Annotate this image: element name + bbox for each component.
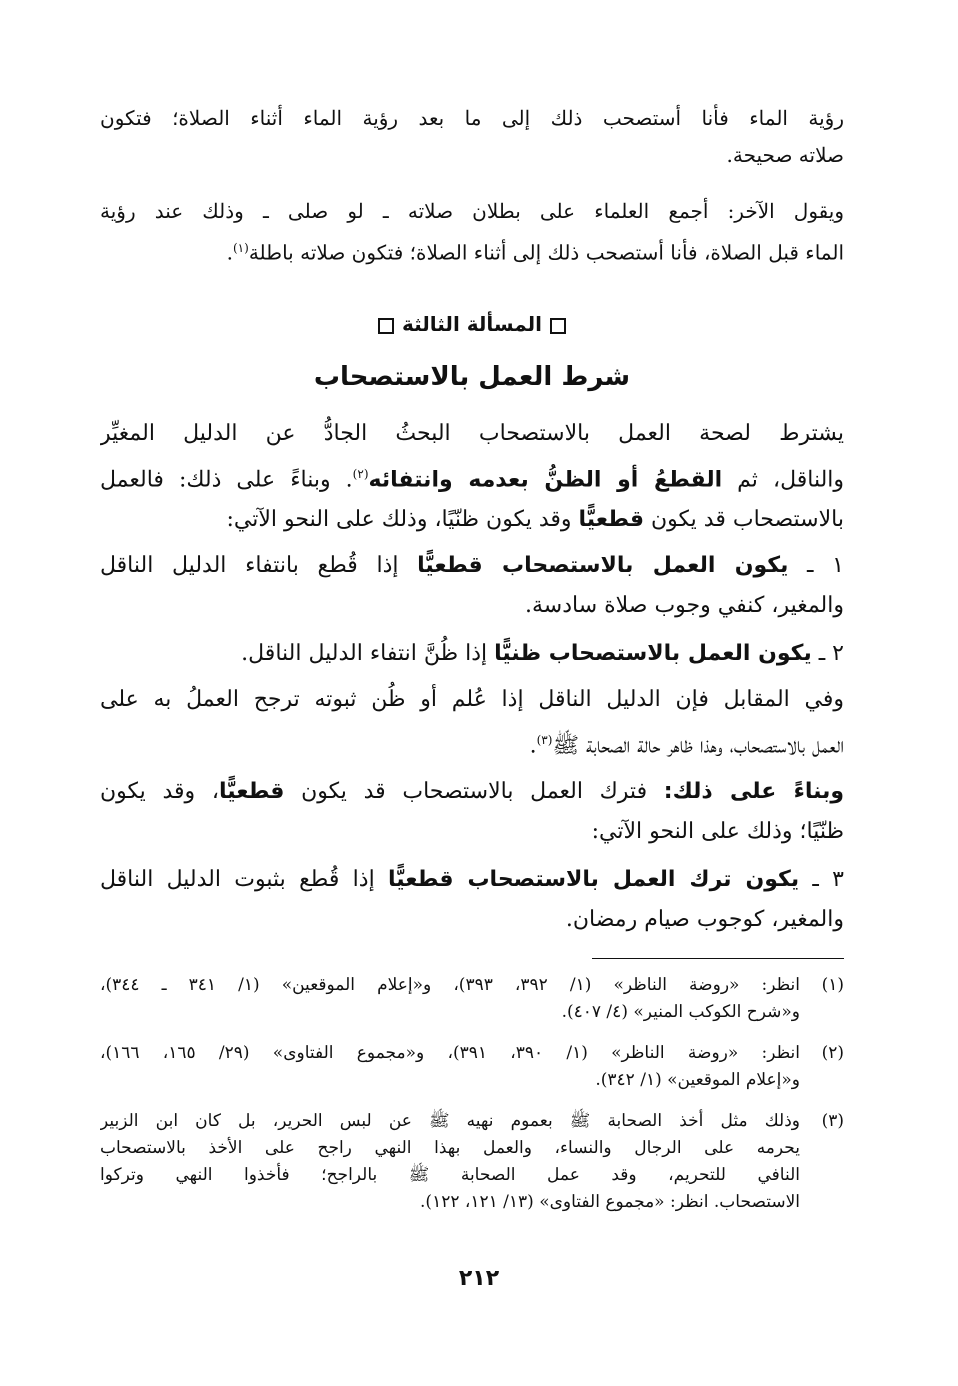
paragraph-line: والمغير، كوجوب صيام رمضان. xyxy=(565,907,844,932)
footnote-line: و«إعلام الموقعين» (١/ ٣٤٢). xyxy=(595,1070,800,1090)
list-item-2 xyxy=(100,634,844,674)
bold-phrase: يكون العمل بالاستصحاب ظنيًّا xyxy=(494,641,812,666)
paragraph-line xyxy=(100,546,844,586)
text-segment: فترك العمل بالاستصحاب قد يكون xyxy=(284,779,664,804)
paragraph-line: صلاته صحيحة. xyxy=(726,143,844,167)
paragraph-1 xyxy=(100,100,844,174)
text-segment: وقد يكون ظنّيًا، وذلك على النحو الآتي: xyxy=(226,507,579,533)
bold-phrase: وبناءً على ذلك: xyxy=(663,779,844,804)
text-segment: الماء قبل الصلاة، فأنا أستصحب ذلك إلى أثناء الصلاة؛ فتكون صلاته باطلة xyxy=(248,240,844,265)
footnote-line: النافي للتحريم، وقد عمل الصحابة ﷺ بالراجح؛ فأخذوا النهي وتركوا xyxy=(100,1165,800,1185)
list-item-3 xyxy=(100,860,844,940)
section-heading xyxy=(100,312,844,336)
bold-phrase: يكون العمل بالاستصحاب قطعيًّا xyxy=(417,553,789,578)
item-number: ١ ـ xyxy=(788,553,844,578)
text-segment: ، وقد يكون xyxy=(100,779,219,804)
section-heading-text: المسألة الثالثة xyxy=(401,312,543,336)
text-segment: بالاستصحاب قد يكون xyxy=(644,507,844,533)
item-number: ٣ ـ xyxy=(799,867,844,892)
footnote-2 xyxy=(100,1040,844,1094)
text-segment: والناقل، ثم xyxy=(722,467,844,493)
paragraph-line: ظنّيًا؛ وذلك على النحو الآتي: xyxy=(591,819,844,844)
text-segment: العمل بالاستصحاب، وهذا ظاهر حالة الصحابة ﷺ xyxy=(552,733,844,759)
footnote-1 xyxy=(100,972,844,1026)
footnote-line: انظر: «روضة الناظر» (١/ ٣٩٢، ٣٩٣)، و«إعلام الموقعين» (١/ ٣٤١ ـ ٣٤٤)، xyxy=(100,975,800,995)
paragraph-3 xyxy=(100,414,844,540)
paragraph-4 xyxy=(100,680,844,766)
bold-phrase: قطعيًّا xyxy=(578,507,645,533)
paragraph-line: والمغير، كنفي وجوب صلاة سادسة. xyxy=(525,593,844,618)
bold-phrase: قطعيًّا xyxy=(218,779,285,804)
footnote-number: (٣) xyxy=(821,1111,844,1131)
paragraph-line xyxy=(100,500,844,540)
paragraph-line xyxy=(100,230,844,272)
paragraph-line: ويقول الآخر: أجمع العلماء على بطلان صلاته ـ لو صلى ـ وذلك عند رؤية xyxy=(100,199,844,223)
footnote-line: الاستصحاب. انظر: «مجموع الفتاوى» (١٣/ ١٢١، ١٢٢). xyxy=(420,1192,800,1212)
paragraph-line xyxy=(100,634,844,674)
text-segment: إذا قُطع بانتفاء الدليل الناقل xyxy=(100,553,418,578)
text-segment: . xyxy=(226,240,233,265)
list-item-1 xyxy=(100,546,844,626)
footnote-ref: (٣) xyxy=(536,733,553,747)
paragraph-line: رؤية الماء فأنا أستصحب ذلك إلى ما بعد رؤية الماء أثناء الصلاة؛ فتكون xyxy=(100,106,844,130)
section-title: شرط العمل بالاستصحاب xyxy=(313,362,631,392)
paragraph-2 xyxy=(100,193,844,272)
text-segment: إذا قُطع بثبوت الدليل الناقل xyxy=(100,867,388,892)
footnote-line: وذلك مثل أخذ الصحابة ﷺ بعموم نهيه ﷺ عن لبس الحرير، بل كان ابن الزبير xyxy=(100,1111,800,1131)
footnote-ref: (٢) xyxy=(352,467,369,481)
footnote-ref: (١) xyxy=(232,241,249,255)
text-segment: . xyxy=(529,733,537,759)
footnote-number: (١) xyxy=(821,975,844,995)
item-number: ٢ ـ xyxy=(811,641,844,666)
paragraph-line xyxy=(100,860,844,900)
footnote-3 xyxy=(100,1108,844,1216)
footnote-line: انظر: «روضة الناظر» (١/ ٣٩٠، ٣٩١)، و«مجموع الفتاوى» (٢٩/ ١٦٥، ١٦٦)، xyxy=(100,1043,800,1063)
square-ornament-icon xyxy=(550,318,566,334)
footnote-line: و«شرح الكوكب المنير» (٤/ ٤٠٧). xyxy=(561,1002,800,1022)
footnote-separator xyxy=(592,958,844,959)
paragraph-line xyxy=(100,454,844,500)
paragraph-line: يشترط لصحة العمل بالاستصحاب البحثُ الجادُّ عن الدليل المغيِّر xyxy=(100,421,844,446)
bold-phrase: القطعُ أو الظنُّ بعدمه وانتفائه xyxy=(368,467,723,493)
paragraph-line xyxy=(100,772,844,812)
text-segment: إذا ظُنَّ انتفاء الدليل الناقل. xyxy=(241,641,495,666)
paragraph-line xyxy=(100,720,844,766)
paragraph-line: وفي المقابل فإن الدليل الناقل إذا عُلم أو ظُن ثبوته ترجح العملُ به على xyxy=(100,687,844,712)
footnote-number: (٢) xyxy=(821,1043,844,1063)
bold-phrase: يكون ترك العمل بالاستصحاب قطعيًّا xyxy=(387,867,800,892)
text-segment: . وبناءً على ذلك: فالعمل xyxy=(100,467,353,493)
paragraph-5 xyxy=(100,772,844,852)
page-number: ٢١٢ xyxy=(458,1266,500,1291)
square-ornament-icon xyxy=(378,318,394,334)
footnote-line: يحرمه على الرجال والنساء، والعمل بهذا النهي راجح على الأخذ بالاستصحاب xyxy=(100,1138,800,1158)
